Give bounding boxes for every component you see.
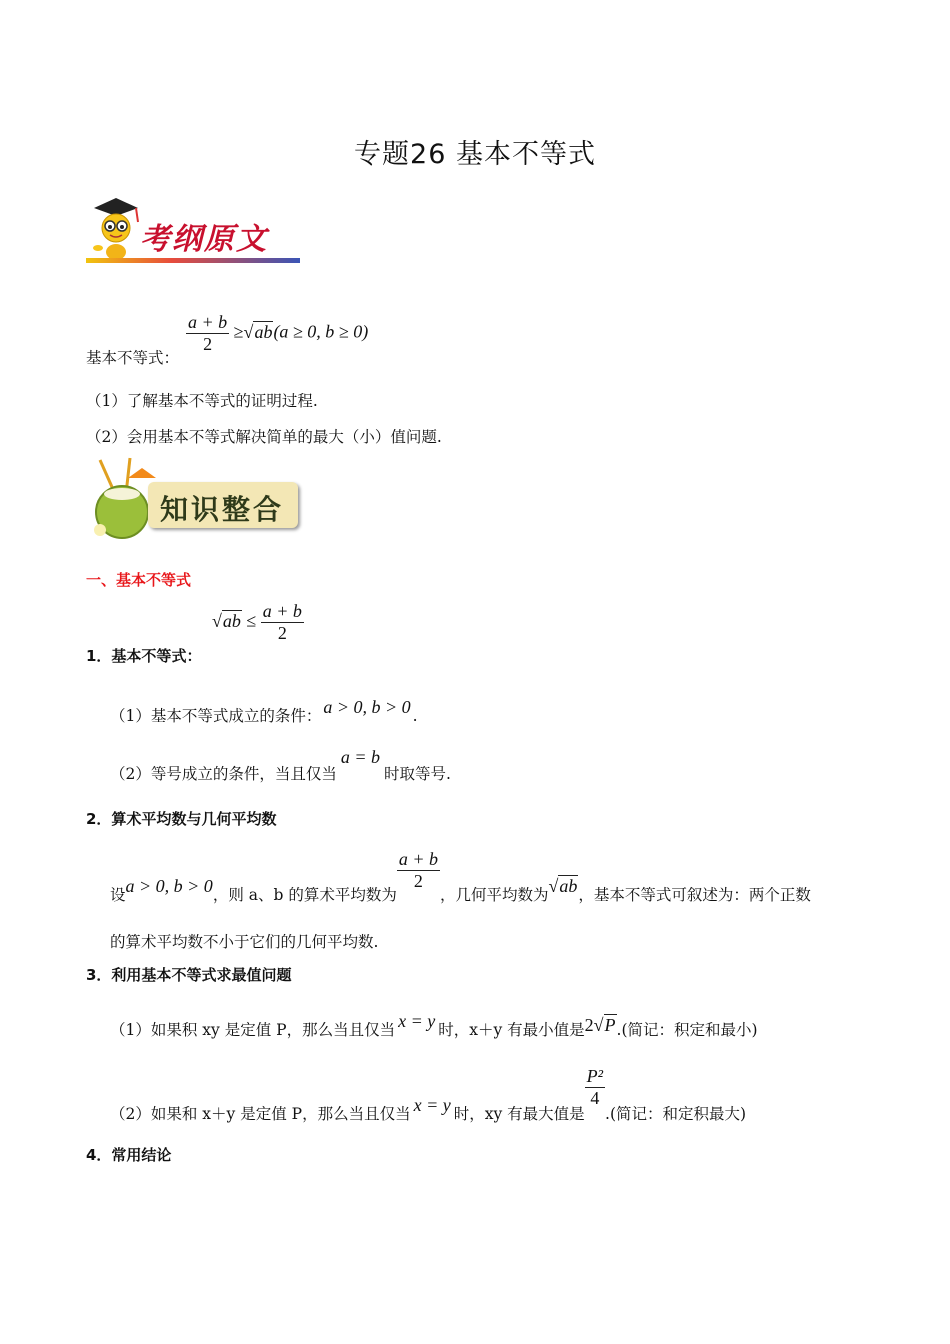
s1-formula-fraction xyxy=(261,601,304,644)
s1-condition-2-end: 时取等号. xyxy=(384,765,451,783)
s2-line-2: 的算术平均数不小于它们的几何平均数. xyxy=(110,933,379,951)
formula-condition: (a ≥ 0, b ≥ 0) xyxy=(273,321,369,342)
s1-condition-1-end: . xyxy=(412,707,418,725)
banner-syllabus xyxy=(86,196,300,266)
s2-line-1-b: ，则 a、b 的算术平均数为 xyxy=(212,886,397,904)
s1-condition-1-math: a > 0, b > 0 xyxy=(323,697,411,717)
s1-formula-numerator: a + b xyxy=(262,601,302,621)
page-title: 专题26 基本不等式 xyxy=(354,139,596,170)
formula-fraction xyxy=(186,312,229,355)
banner-knowledge xyxy=(86,456,304,542)
s2-line-1 xyxy=(110,849,811,904)
s1-condition-1-text: （1）基本不等式成立的条件： xyxy=(110,707,322,725)
s3-item-1-b: 时，x＋y 有最小值是 xyxy=(438,1021,585,1039)
s4-heading: 4．常用结论 xyxy=(86,1146,172,1164)
s2-line-1-a: 设 xyxy=(110,886,126,904)
s2-line-1-math: a > 0, b > 0 xyxy=(125,876,213,896)
s3-item-2-math: x = y xyxy=(413,1095,451,1115)
s1-condition-1 xyxy=(110,697,418,726)
s3-item-1-radicand: P xyxy=(604,1015,616,1035)
s2-line-1-d: ，基本不等式可叙述为：两个正数 xyxy=(578,886,811,904)
graduate-mascot-icon xyxy=(86,196,146,264)
s1-formula-denominator: 2 xyxy=(261,622,304,644)
s1-condition-2-math: a = b xyxy=(340,747,381,767)
s3-heading: 3．利用基本不等式求最值问题 xyxy=(86,966,292,984)
s2-sqrt-radicand: ab xyxy=(559,876,578,896)
formula-ge: ≥ xyxy=(233,321,244,342)
syllabus-formula xyxy=(186,312,368,355)
s3-item-1-math: x = y xyxy=(398,1011,436,1031)
s2-fraction xyxy=(397,849,440,892)
s1-condition-2 xyxy=(110,747,451,784)
s3-item-1-sqrt: √P xyxy=(593,1015,616,1035)
s3-item-1-a: （1）如果积 xy 是定值 P，那么当且仅当 xyxy=(110,1021,396,1039)
s3-item-1 xyxy=(110,1011,758,1040)
s1-formula xyxy=(212,601,304,644)
s3-item-2-c: .(简记：和定积最大) xyxy=(605,1105,747,1123)
syllabus-intro: 基本不等式： xyxy=(86,349,180,367)
s2-line-1-c: ，几何平均数为 xyxy=(440,886,549,904)
s3-item-1-coef: 2 xyxy=(584,1015,594,1035)
banner-knowledge-label: 知识整合 xyxy=(160,493,285,526)
s3-item-2 xyxy=(110,1066,747,1123)
formula-numerator: a + b xyxy=(188,312,228,332)
s2-fraction-numerator: a + b xyxy=(398,849,438,869)
s1-heading: 1．基本不等式： xyxy=(86,647,202,665)
s3-item-2-numerator: P² xyxy=(586,1066,604,1086)
s3-item-2-denominator: 4 xyxy=(585,1087,605,1109)
syllabus-item-2: （2）会用基本不等式解决简单的最大（小）值问题. xyxy=(86,428,442,446)
s2-fraction-denominator: 2 xyxy=(397,870,440,892)
formula-radicand: ab xyxy=(254,321,273,342)
banner-syllabus-label: 考纲原文 xyxy=(140,222,268,257)
s1-formula-sqrt: √ab xyxy=(212,610,241,631)
formula-sqrt: √ab xyxy=(243,321,273,342)
s3-item-1-value xyxy=(585,1015,617,1035)
syllabus-item-1: （1）了解基本不等式的证明过程. xyxy=(86,392,318,410)
s1-formula-le: ≤ xyxy=(246,610,257,631)
s1-condition-2-text: （2）等号成立的条件，当且仅当 xyxy=(110,765,337,783)
section-heading: 一、基本不等式 xyxy=(86,571,192,589)
s2-heading: 2．算术平均数与几何平均数 xyxy=(86,810,277,828)
s2-sqrt: √ab xyxy=(548,876,578,896)
s3-item-2-b: 时，xy 有最大值是 xyxy=(453,1105,585,1123)
s3-item-2-fraction xyxy=(585,1066,605,1109)
s3-item-2-a: （2）如果和 x＋y 是定值 P，那么当且仅当 xyxy=(110,1105,411,1123)
s1-formula-radicand: ab xyxy=(222,610,241,631)
banner-underline xyxy=(86,258,300,263)
formula-denominator: 2 xyxy=(186,333,229,355)
s3-item-1-c: .(简记：积定和最小) xyxy=(616,1021,758,1039)
